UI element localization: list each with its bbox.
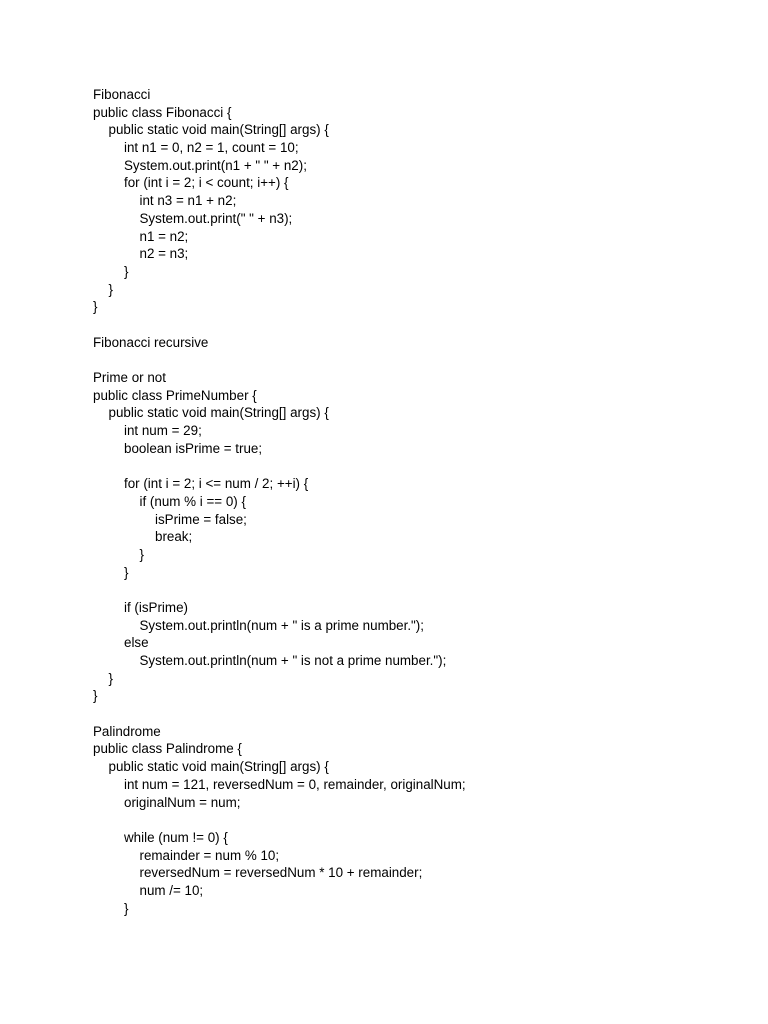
text-line: n2 = n3; <box>139 246 189 262</box>
text-line: int num = 29; <box>124 423 202 439</box>
text-line: while (num != 0) { <box>124 829 228 845</box>
text-line: isPrime = false; <box>155 511 247 527</box>
document-page <box>93 86 733 917</box>
text-line: public class Fibonacci { <box>93 104 232 120</box>
text-line: public class PrimeNumber { <box>93 387 257 403</box>
text-line: Palindrome <box>93 723 161 739</box>
text-line: Prime or not <box>93 370 166 385</box>
blank-line <box>93 351 733 369</box>
text-line: num /= 10; <box>139 882 204 898</box>
text-line: System.out.println(num + " is not a prime number."); <box>139 653 447 668</box>
text-line: } <box>124 900 129 916</box>
text-line: int num = 121, reversedNum = 0, remainder, originalNum; <box>124 776 466 792</box>
text-line: System.out.print(" " + n3); <box>139 210 293 226</box>
text-line: } <box>93 688 98 704</box>
text-line: for (int i = 2; i <= num / 2; ++i) { <box>124 476 309 492</box>
blank-line <box>93 316 733 334</box>
text-line: } <box>124 564 129 580</box>
text-line: n1 = n2; <box>139 228 189 244</box>
text-line: originalNum = num; <box>124 794 241 810</box>
text-line: Fibonacci recursive <box>93 334 209 350</box>
text-line: if (num % i == 0) { <box>139 493 246 509</box>
text-line: boolean isPrime = true; <box>124 440 263 456</box>
text-line: int n3 = n1 + n2; <box>139 193 237 209</box>
text-line: else <box>124 635 149 651</box>
text-line: public class Palindrome { <box>93 741 242 757</box>
text-line: } <box>93 299 98 315</box>
text-line: Fibonacci <box>93 87 151 102</box>
text-line: } <box>139 546 144 562</box>
text-line: for (int i = 2; i < count; i++) { <box>124 175 289 191</box>
text-line: if (isPrime) <box>124 599 188 615</box>
text-line: public static void main(String[] args) { <box>108 405 329 421</box>
text-line: remainder = num % 10; <box>139 847 280 863</box>
text-line: int n1 = 0, n2 = 1, count = 10; <box>124 140 299 156</box>
text-line: break; <box>155 529 193 545</box>
text-line: System.out.print(n1 + " " + n2); <box>124 157 307 173</box>
text-line: reversedNum = reversedNum * 10 + remainder; <box>139 865 423 881</box>
text-line: } <box>108 281 113 297</box>
text-line: } <box>124 263 129 279</box>
text-line: public static void main(String[] args) { <box>108 122 329 138</box>
blank-line <box>93 705 733 723</box>
text-line: System.out.println(num + " is a prime number."); <box>139 617 424 633</box>
blank-line <box>93 811 733 829</box>
blank-line <box>93 581 733 599</box>
text-line: public static void main(String[] args) { <box>108 759 329 775</box>
text-line: } <box>108 670 113 686</box>
blank-line <box>93 457 733 475</box>
